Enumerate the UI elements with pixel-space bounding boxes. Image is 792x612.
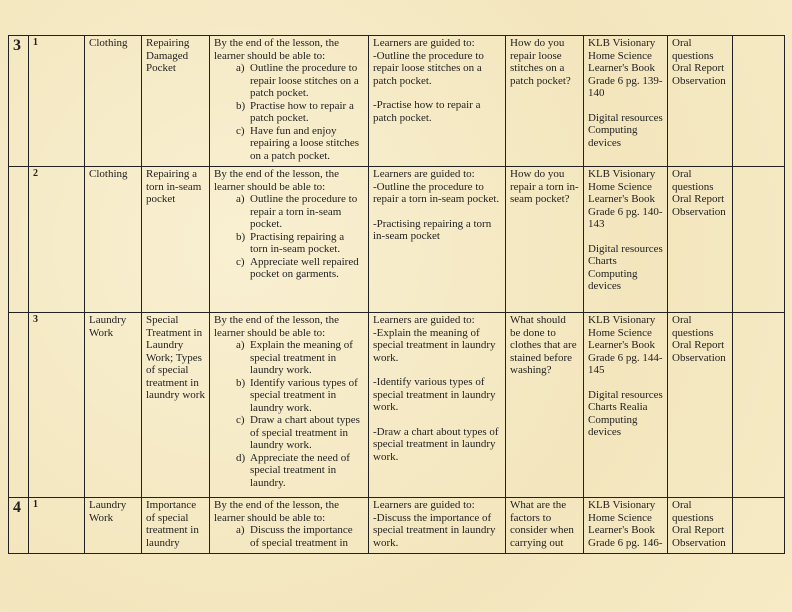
strand-cell: Laundry Work	[85, 498, 142, 554]
outcomes-cell	[210, 313, 369, 498]
assessment-cell: Oral questions Oral Report Observation	[668, 498, 733, 554]
remarks-cell	[733, 313, 785, 498]
experience-item: -Draw a chart about types of special treatment in laundry work.	[373, 425, 499, 463]
key-question-cell: How do you repair loose stitches on a patch pocket?	[506, 36, 584, 167]
key-question-cell: How do you repair a torn in-seam pocket?	[506, 167, 584, 313]
table-row	[9, 313, 785, 498]
outcome-text: Have fun and enjoy repairing a loose stitches on a patch pocket.	[250, 124, 360, 162]
outcomes-list	[214, 193, 364, 281]
outcome-marker: c)	[236, 124, 245, 137]
table-row	[9, 167, 785, 313]
experiences-cell	[369, 167, 506, 313]
strand-cell: Clothing	[85, 167, 142, 313]
outcome-item	[236, 339, 364, 377]
outcomes-list	[214, 62, 364, 162]
strand-cell: Clothing	[85, 36, 142, 167]
outcome-text: Outline the procedure to repair loose stitches on a patch pocket.	[250, 62, 359, 99]
experiences-cell	[369, 313, 506, 498]
experiences-intro: Learners are guided to:	[373, 37, 475, 49]
assessment-cell: Oral questions Oral Report Observation	[668, 36, 733, 167]
sub-strand-cell: Special Treatment in Laundry Work; Types of special treatment in laundry work	[142, 313, 210, 498]
experiences-intro: Learners are guided to:	[373, 314, 475, 326]
table-row	[9, 498, 785, 554]
scheme-of-work-table	[8, 35, 785, 554]
lesson-cell: 3	[29, 313, 85, 498]
outcome-text: Identify various types of special treatment in laundry work.	[250, 376, 358, 414]
outcome-marker: a)	[236, 62, 245, 74]
week-cell: 4	[9, 498, 29, 554]
outcome-marker: b)	[236, 376, 246, 389]
outcome-text: Practising repairing a torn in-seam pocket.	[250, 230, 345, 255]
key-question-cell: What should be done to clothes that are stained before washing?	[506, 313, 584, 498]
outcome-marker: b)	[236, 230, 246, 243]
week-cell: 3	[9, 36, 29, 167]
sub-strand-cell: Repairing a torn in-seam pocket	[142, 167, 210, 313]
remarks-cell	[733, 167, 785, 313]
outcome-marker: a)	[236, 193, 245, 205]
resource-item: Digital resources Charts Realia Computing devices	[588, 388, 663, 438]
outcome-item	[236, 452, 364, 490]
outcome-text: Appreciate the need of special treatment in laundry.	[250, 451, 350, 489]
outcome-marker: a)	[236, 339, 245, 351]
experiences-cell	[369, 498, 506, 554]
resource-item: KLB Visionary Home Science Learner's Book Grade 6 pg. 140-143	[588, 168, 663, 230]
outcomes-intro: By the end of the lesson, the learner should be able to:	[214, 314, 339, 339]
key-question-cell: What are the factors to consider when carrying out	[506, 498, 584, 554]
experience-item: -Identify various types of special treatment in laundry work.	[373, 376, 496, 413]
outcome-marker: b)	[236, 99, 246, 112]
resources-cell	[584, 498, 668, 554]
outcome-item	[236, 231, 364, 256]
outcome-text: Practise how to repair a patch pocket.	[250, 99, 354, 124]
experience-item: -Practise how to repair a patch pocket.	[373, 99, 481, 124]
experiences-intro: Learners are guided to:	[373, 168, 475, 180]
outcomes-intro: By the end of the lesson, the learner should be able to:	[214, 499, 339, 524]
outcome-text: Outline the procedure to repair a torn in-seam pocket.	[250, 193, 358, 230]
outcome-text: Draw a chart about types of special treatment in laundry work.	[250, 414, 360, 451]
week-cell	[9, 167, 29, 313]
outcomes-intro: By the end of the lesson, the learner should be able to:	[214, 168, 339, 193]
outcome-item	[236, 524, 364, 549]
lesson-cell: 1	[29, 36, 85, 167]
experience-item: -Discuss the importance of special treatment in laundry work.	[373, 511, 496, 549]
resources-cell	[584, 167, 668, 313]
outcome-item	[236, 100, 364, 125]
outcome-item	[236, 193, 364, 231]
outcomes-intro: By the end of the lesson, the learner should be able to:	[214, 37, 339, 62]
table-row	[9, 36, 785, 167]
lesson-cell: 1	[29, 498, 85, 554]
resources-cell	[584, 313, 668, 498]
sub-strand-cell: Importance of special treatment in laundry	[142, 498, 210, 554]
experience-item: -Outline the procedure to repair loose stitches on a patch pocket.	[373, 49, 484, 87]
outcome-text: Explain the meaning of special treatment in laundry work.	[250, 339, 353, 376]
strand-cell: Laundry Work	[85, 313, 142, 498]
outcome-marker: a)	[236, 524, 245, 536]
resource-item: KLB Visionary Home Science Learner's Book Grade 6 pg. 139-140	[588, 37, 663, 99]
assessment-cell: Oral questions Oral Report Observation	[668, 313, 733, 498]
outcome-marker: c)	[236, 414, 245, 426]
outcomes-cell	[210, 36, 369, 167]
assessment-cell: Oral questions Oral Report Observation	[668, 167, 733, 313]
outcomes-list	[214, 339, 364, 489]
outcome-marker: c)	[236, 255, 245, 268]
outcome-item	[236, 62, 364, 100]
experience-item: -Practising repairing a torn in-seam pocket	[373, 217, 492, 242]
resource-item: KLB Visionary Home Science Learner's Book Grade 6 pg. 144-145	[588, 314, 663, 376]
resource-item: Digital resources Charts Computing devices	[588, 242, 663, 292]
outcomes-list	[214, 524, 364, 549]
resource-item: Digital resources Computing devices	[588, 111, 663, 149]
week-cell	[9, 313, 29, 498]
experience-item: -Explain the meaning of special treatment in laundry work.	[373, 326, 496, 364]
lesson-cell: 2	[29, 167, 85, 313]
outcome-marker: d)	[236, 451, 246, 464]
outcome-text: Discuss the importance of special treatment in	[250, 524, 353, 549]
outcome-item	[236, 414, 364, 452]
outcome-item	[236, 125, 364, 163]
sub-strand-cell: Repairing Damaged Pocket	[142, 36, 210, 167]
resources-cell	[584, 36, 668, 167]
experience-item: -Outline the procedure to repair a torn in-seam pocket.	[373, 180, 500, 205]
remarks-cell	[733, 498, 785, 554]
outcome-text: Appreciate well repaired pocket on garments.	[250, 255, 359, 280]
outcome-item	[236, 256, 364, 281]
experiences-intro: Learners are guided to:	[373, 499, 475, 511]
outcome-item	[236, 377, 364, 415]
resource-item: KLB Visionary Home Science Learner's Book Grade 6 pg. 146-	[588, 499, 663, 549]
experiences-cell	[369, 36, 506, 167]
outcomes-cell	[210, 498, 369, 554]
outcomes-cell	[210, 167, 369, 313]
remarks-cell	[733, 36, 785, 167]
